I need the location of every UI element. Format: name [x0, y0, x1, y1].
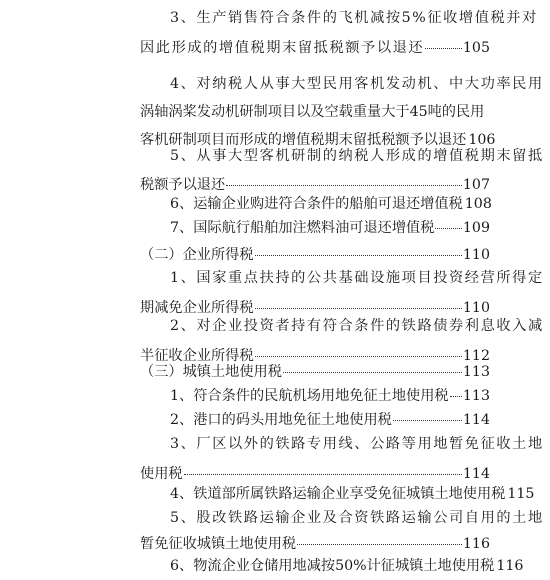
- toc-page-number: 107: [462, 177, 490, 193]
- toc-page-number: 114: [462, 466, 490, 482]
- toc-leader-dots: [450, 395, 462, 397]
- toc-entry-text-line: 5、从事大型客机研制的纳税人形成的增值税期末留抵: [170, 148, 544, 164]
- toc-entry[interactable]: [140, 74, 544, 150]
- toc-entry[interactable]: [140, 434, 544, 484]
- toc-page-number: 113: [462, 388, 490, 404]
- toc-page-number: 110: [462, 300, 490, 316]
- toc-entry-last-line: [140, 218, 490, 238]
- toc-leader-dots: [435, 227, 462, 229]
- toc-entry[interactable]: [140, 8, 538, 58]
- toc-entry-last-line: [140, 484, 535, 504]
- toc-entry-last-line: [140, 362, 490, 382]
- toc-section[interactable]: [140, 362, 490, 382]
- toc-leader-dots: [255, 254, 462, 256]
- toc-section-title: （二）企业所得税: [140, 247, 254, 263]
- toc-entry[interactable]: [140, 194, 490, 214]
- toc-leader-dots: [226, 184, 462, 186]
- toc-entry-last-line: [140, 298, 490, 318]
- toc-entry-last-line: [140, 245, 490, 265]
- toc-entry[interactable]: [140, 484, 535, 504]
- toc-entry-text-line: 2、港口的码头用地免征土地使用税: [170, 412, 392, 428]
- toc-entry-last-line: [140, 194, 490, 214]
- toc-entry-text-line: 因此形成的增值税期末留抵税额予以退还: [140, 40, 425, 56]
- toc-entry-text-line: 半征收企业所得税: [140, 348, 254, 364]
- toc-page-number: 116: [462, 536, 490, 552]
- toc-page-number: 106: [468, 132, 496, 148]
- toc-leader-dots: [255, 307, 462, 309]
- toc-leader-dots: [283, 371, 462, 373]
- toc-entry-text-line: 6、运输企业购进符合条件的船舶可退还增值税: [170, 196, 463, 212]
- toc-entry-text-line: 1、符合条件的民航机场用地免征土地使用税: [170, 388, 449, 404]
- toc-leader-dots: [255, 355, 462, 357]
- toc-entry[interactable]: [140, 218, 490, 238]
- toc-page-number: 115: [507, 486, 535, 502]
- toc-entry-last-line: [140, 464, 490, 484]
- toc-entry-text-line: 7、国际航行船舶加注燃料油可退还增值税: [170, 220, 435, 236]
- toc-entry[interactable]: [140, 268, 544, 318]
- toc-page-number: 109: [462, 220, 490, 236]
- toc-entry-last-line: [140, 556, 524, 576]
- toc-entry[interactable]: [140, 386, 490, 406]
- toc-entry-text-line: 使用税: [140, 466, 183, 482]
- toc-entry[interactable]: [140, 316, 544, 366]
- toc-entry-text-line: 2、对企业投资者持有符合条件的铁路债券利息收入减: [170, 318, 544, 334]
- toc-leader-dots: [425, 47, 462, 49]
- toc-page-number: 114: [462, 412, 490, 428]
- toc-entry-text-line: 暂免征收城镇土地使用税: [140, 536, 297, 552]
- toc-entry-text-line: 期减免企业所得税: [140, 300, 254, 316]
- toc-leader-dots: [393, 419, 462, 421]
- toc-entry-text-line: 3、生产销售符合条件的飞机减按5%征收增值税并对: [170, 10, 538, 26]
- toc-entry[interactable]: [140, 146, 544, 195]
- toc-page-number: 110: [462, 247, 490, 263]
- toc-page-number: 105: [462, 40, 490, 56]
- toc-page-number: 116: [496, 558, 524, 574]
- toc-entry-text-line: 4、对纳税人从事大型民用客机发动机、中大功率民用: [170, 76, 544, 92]
- toc-entry-text-line: 涡轴涡桨发动机研制项目以及空载重量大于45吨的民用: [140, 104, 485, 120]
- toc-page-number: 112: [462, 348, 490, 364]
- toc-entry-text-line: 客机研制项目而形成的增值税期末留抵税额予以退还: [140, 132, 467, 148]
- toc-section[interactable]: [140, 245, 490, 265]
- toc-entry[interactable]: [140, 556, 524, 576]
- toc-leader-dots: [297, 543, 462, 545]
- toc-entry-text-line: 3、厂区以外的铁路专用线、公路等用地暂免征收土地: [170, 436, 544, 452]
- toc-section-title: （三）城镇土地使用税: [140, 364, 282, 380]
- toc-entry-last-line: [140, 534, 490, 554]
- toc-leader-dots: [184, 473, 462, 475]
- toc-entry-text-line: 税额予以退还: [140, 177, 226, 193]
- toc-entry-last-line: [140, 38, 490, 58]
- toc-entry[interactable]: [140, 508, 544, 554]
- toc-entry[interactable]: [140, 410, 490, 430]
- toc-entry-text-line: 6、物流企业仓储用地减按50%计征城镇土地使用税: [170, 558, 495, 574]
- toc-entry-last-line: [140, 175, 490, 195]
- toc-entry-text-line: 5、股改铁路运输企业及合资铁路运输公司自用的土地: [170, 510, 544, 526]
- toc-entry-last-line: [140, 386, 490, 406]
- toc-entry-text-line: 4、铁道部所属铁路运输企业享受免征城镇土地使用税: [170, 486, 506, 502]
- toc-page-number: 108: [464, 196, 492, 212]
- toc-entry-last-line: [140, 410, 490, 430]
- toc-page-number: 113: [462, 364, 490, 380]
- toc-entry-text-line: 1、国家重点扶持的公共基础设施项目投资经营所得定: [170, 270, 544, 286]
